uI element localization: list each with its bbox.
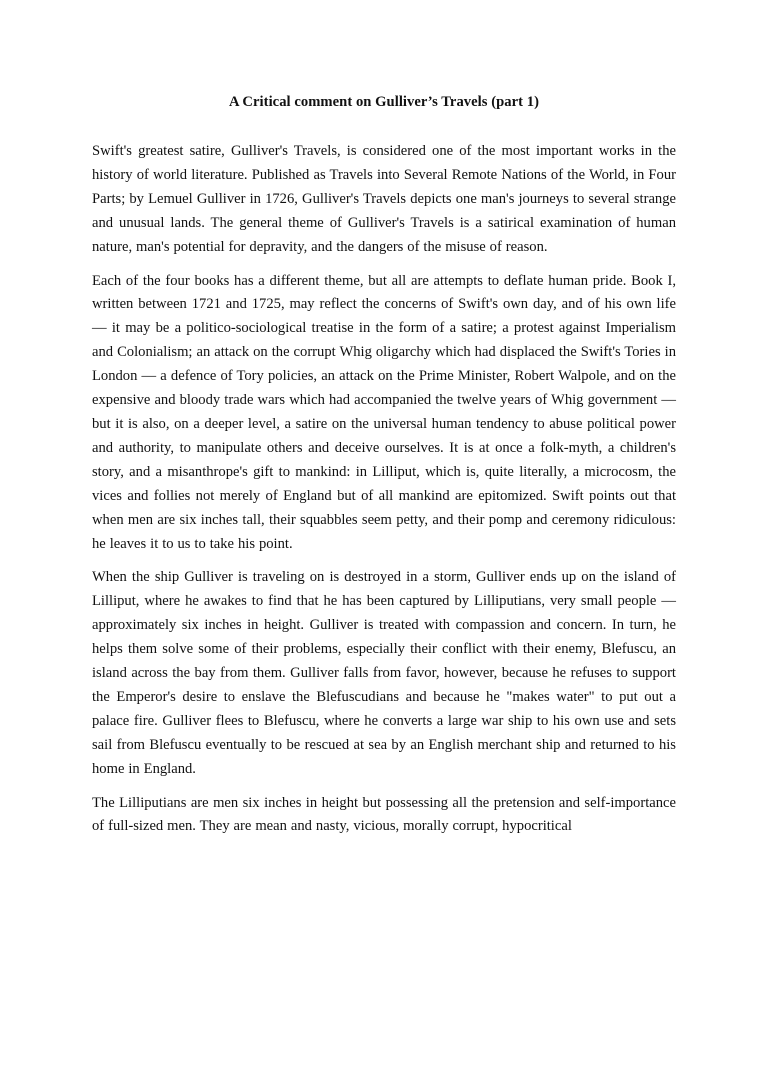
- paragraph-plot: When the ship Gulliver is traveling on is destroyed in a storm, Gulliver ends up on the island of Lilliput, where he awakes to find that he has been captured by Lilliputians, very small people — approximately six inches in height. Gulliver is treated with compassion and concern. In turn, he helps them solve some of their problems, especially their conflict with their enemy, Blefuscu, an island across the bay from them. Gulliver falls from favor, however, because he refuses to support the Emperor's desire to enslave the Blefuscudians and because he "makes water" to put out a palace fire. Gulliver flees to Blefuscu, where he converts a large war ship to his own use and sets sail from Blefuscu eventually to be rescued at sea by an English merchant ship and returned to his home in England.: [92, 569, 676, 777]
- page-title: A Critical comment on Gulliver’s Travels (part 1): [228, 94, 540, 110]
- paragraph-intro: Swift's greatest satire, Gulliver's Travels, is considered one of the most important works in the history of world literature. Published as Travels into Several Remote Nations of the World, in Four Parts; by Lemuel Gulliver in 1726, Gulliver's Travels depicts one man's journeys to several strange and unusual lands. The general theme of Gulliver's Travels is a satirical examination of human nature, man's potential for depravity, and the dangers of the misuse of reason.: [92, 143, 676, 255]
- paragraph-lilliputians: The Lilliputians are men six inches in height but possessing all the pretension and self-importance of full-sized men. They are mean and nasty, vicious, morally corrupt, hypocritical: [92, 794, 676, 835]
- paragraph-themes: Each of the four books has a different theme, but all are attempts to deflate human pride. Book I, written between 1721 and 1725, may reflect the concerns of Swift's own day, and of his own life — it may be a politico-sociological treatise in the form of a satire; a protest against Imperialism and Colonialism; an attack on the corrupt Whig oligarchy which had displaced the Swift's Tories in London — a defence of Tory policies, an attack on the Prime Minister, Robert Walpole, and on the expensive and bloody trade wars which had accompanied the twelve years of Whig government — but it is also, on a deeper level, a satire on the universal human tendency to abuse political power and authority, to manipulate others and deceive ourselves. It is at once a folk-myth, a children's story, and a misanthrope's gift to mankind: in Lilliput, which is, quite literally, a microcosm, the vices and follies not merely of England but of all mankind are epitomized. Swift points out that when men are six inches tall, their squabbles seem petty, and their pomp and ceremony ridiculous: he leaves it to us to take his point.: [92, 272, 676, 552]
- document-body: [92, 140, 676, 849]
